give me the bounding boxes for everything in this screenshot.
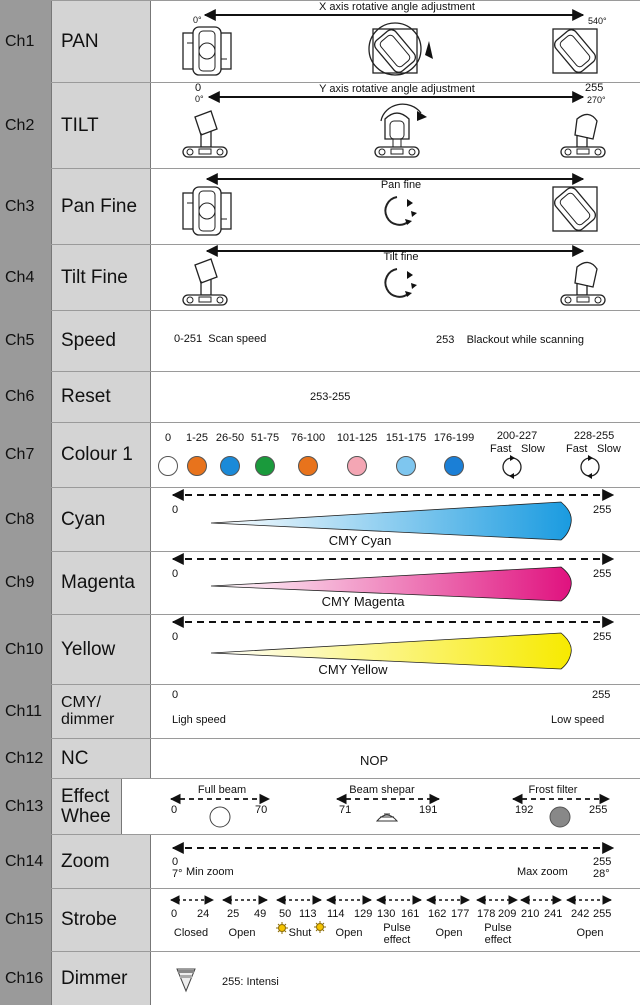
strobe-label: Pulse effect [484,922,512,947]
tilt-title: Y axis rotative angle adjustment [319,83,475,95]
colour-range: 76-100 [290,432,326,444]
zoom-diagram [151,835,640,889]
colour-range: 101-125 [336,432,378,444]
row-ch12 [0,738,640,778]
min-value: 0 [172,856,179,868]
range-start: 71 [339,804,352,816]
tilt-fine-title: Tilt fine [383,251,419,263]
strobe-range-start: 210 [521,908,540,920]
channel-number: Ch5 [0,311,52,371]
wheel-range-1: 200-227 [496,430,538,442]
max-value: 255 [593,631,612,643]
strobe-range-end: 255 [593,908,612,920]
channel-name: Zoom [52,835,151,888]
max-zoom-label: Max zoom [517,866,568,878]
channel-description [151,372,640,422]
colour-swatch [347,456,367,476]
channel-description [151,779,640,834]
channel-name: Effect Whee [52,779,122,834]
range-end: 255 [589,804,608,816]
colour-swatch [298,456,318,476]
channel-description [151,245,640,310]
channel-name: Speed [52,311,151,371]
row-ch4 [0,244,640,310]
channel-number: Ch2 [0,83,52,168]
channel-name: Cyan [52,488,151,551]
yellow-diagram [151,615,640,685]
min-value: 0 [172,689,179,701]
row-ch10 [0,614,640,684]
intensity-label: 255: Intensi [222,976,279,988]
min-value: 0 [172,631,179,643]
colour-range: 0 [164,432,172,444]
colour-range: 51-75 [250,432,280,444]
low-speed-label: Low speed [551,714,605,726]
range-start: 0 [171,804,178,816]
beam-shaper-label: Beam shepar [349,784,415,796]
max-value: 255 [593,504,612,516]
channel-description [151,889,640,951]
channel-description [151,615,640,684]
blackout-text: 253 Blackout while scanning [436,334,584,346]
strobe-range-end: 24 [197,908,210,920]
channel-description [151,739,640,778]
wheel-fast-1: Fast [490,443,512,455]
row-ch8 [0,487,640,551]
channel-number: Ch4 [0,245,52,310]
max-angle: 28° [593,868,610,880]
rotate-icon [503,458,523,478]
full-beam-label: Full beam [197,784,247,796]
channel-number: Ch15 [0,889,52,951]
channel-number: Ch6 [0,372,52,422]
colour-range: 151-175 [385,432,427,444]
row-ch15 [0,888,640,951]
strobe-label: Open [435,927,463,939]
channel-number: Ch8 [0,488,52,551]
pan-fine-title: Pan fine [380,179,422,191]
row-ch5 [0,310,640,371]
channel-name: PAN [52,1,151,82]
channel-name: Dimmer [52,952,151,1005]
min-value: 0 [172,568,179,580]
channel-number: Ch11 [0,685,52,738]
colour-range: 176-199 [433,432,475,444]
channel-name: Colour 1 [52,423,151,487]
wheel-range-2: 228-255 [573,430,615,442]
channel-number: Ch13 [0,779,52,834]
strobe-range-end: 129 [354,908,373,920]
channel-name: Pan Fine [52,169,151,244]
rotate-icon [581,458,601,478]
tilt-fine-diagram [151,245,640,311]
channel-name: Magenta [52,552,151,614]
row-ch9 [0,551,640,614]
channel-name: Strobe [52,889,151,951]
min-angle: 7° [172,868,183,880]
strobe-range-end: 209 [498,908,517,920]
frost-filter-label: Frost filter [528,784,578,796]
channel-description [151,423,640,487]
colour-swatch [220,456,240,476]
cmy-cyan-label: CMY Cyan [328,533,392,548]
channel-name: Reset [52,372,151,422]
colour-swatch [444,456,464,476]
row-ch11 [0,684,640,738]
channel-name: Tilt Fine [52,245,151,310]
colour-swatch [396,456,416,476]
channel-description [151,552,640,614]
pan-fine-diagram [151,169,640,245]
channel-name: TILT [52,83,151,168]
tilt-end-value: 255 [585,82,604,94]
pan-start-deg: 0° [193,15,202,25]
row-ch14 [0,834,640,888]
strobe-range-end: 49 [254,908,267,920]
channel-description [151,952,640,1005]
channel-number: Ch12 [0,739,52,778]
min-zoom-label: Min zoom [186,866,234,878]
channel-name: NC [52,739,151,778]
channel-description [151,311,640,371]
tilt-start-value: 0 [195,82,202,94]
pan-end-deg: 540° [588,16,607,26]
max-value: 255 [592,689,611,701]
channel-description [151,83,640,168]
row-ch1 [0,0,640,82]
strobe-label: Open [228,927,256,939]
range-start: 192 [515,804,534,816]
tilt-start-deg: 0° [195,94,204,104]
strobe-label: Shut [288,927,312,939]
scan-speed-text: 0-251 Scan speed [174,333,267,345]
wheel-slow-1: Slow [521,443,545,455]
strobe-range-start: 242 [571,908,590,920]
channel-name: Yellow [52,615,151,684]
channel-description [151,835,640,888]
high-speed-label: Ligh speed [172,714,226,726]
strobe-range-start: 114 [327,908,345,920]
range-end: 191 [419,804,438,816]
channel-number: Ch1 [0,1,52,82]
strobe-range-start: 25 [227,908,240,920]
row-ch2 [0,82,640,168]
row-ch16 [0,951,640,1005]
strobe-range-start: 130 [377,908,396,920]
channel-name: CMY/ dimmer [52,685,151,738]
range-end: 70 [255,804,268,816]
strobe-range-end: 113 [299,908,317,920]
strobe-range-start: 50 [279,908,292,920]
row-ch3 [0,168,640,244]
channel-description [151,169,640,244]
cyan-diagram [151,488,640,552]
channel-number: Ch16 [0,952,52,1005]
max-value: 255 [593,568,612,580]
colour-swatch [158,456,178,476]
strobe-range-end: 177 [451,908,470,920]
colour-range: 1-25 [185,432,209,444]
colour-range: 26-50 [215,432,245,444]
strobe-range-end: 241 [544,908,563,920]
intensity-icon [177,967,197,993]
channel-description [151,685,640,738]
row-ch7 [0,422,640,487]
tilt-diagram [151,83,640,169]
strobe-range-start: 178 [477,908,496,920]
row-ch6 [0,371,640,422]
strobe-label: Open [576,927,604,939]
colour-swatch [255,456,275,476]
channel-number: Ch7 [0,423,52,487]
channel-number: Ch10 [0,615,52,684]
wheel-slow-2: Slow [597,443,621,455]
channel-description [151,488,640,551]
pan-diagram [151,1,640,83]
row-ch13 [0,778,640,834]
strobe-range-end: 161 [401,908,420,920]
strobe-label: Open [335,927,363,939]
colour-swatch [187,456,207,476]
pan-title: X axis rotative angle adjustment [319,1,475,13]
tilt-end-deg: 270° [587,95,606,105]
max-value: 255 [593,856,612,868]
strobe-label: Closed [173,927,209,939]
strobe-label: Pulse effect [383,922,411,947]
strobe-range-start: 0 [171,908,178,920]
channel-description [151,1,640,82]
wheel-fast-2: Fast [566,443,588,455]
cmy-yellow-label: CMY Yellow [318,662,388,677]
reset-range: 253-255 [310,391,351,403]
channel-number: Ch9 [0,552,52,614]
min-value: 0 [172,504,179,516]
strobe-range-start: 162 [428,908,447,920]
cmy-magenta-label: CMY Magenta [321,594,405,609]
channel-number: Ch14 [0,835,52,888]
nop-label: NOP [360,753,389,768]
channel-number: Ch3 [0,169,52,244]
